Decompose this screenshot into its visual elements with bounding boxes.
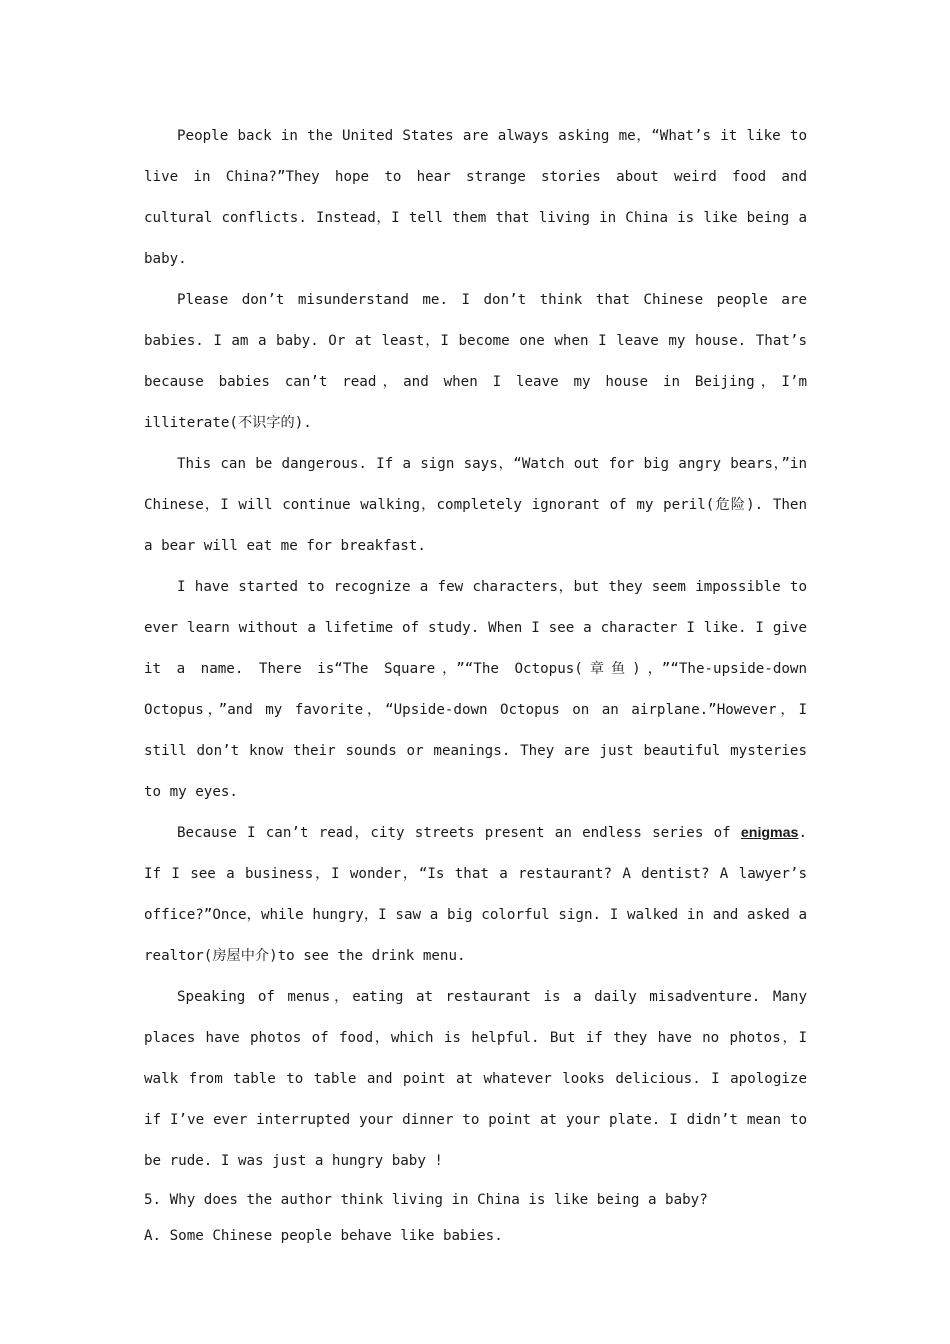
paragraph-5-start: Because I can’t read，city streets present an endless series of: [177, 825, 741, 841]
passage-paragraph-4: I have started to recognize a few characters，but they seem impossible to ever learn without a lifetime of study. When I see a character I like. I give it a name. There is“The Square，”“The Octopus(章鱼)，”“The-upside-down Octopus，”and my favorite，“Upside-down Octopus on an airplane.”However，I still don’t know their sounds or meanings. They are just beautiful mysteries to my eyes.: [144, 579, 807, 800]
question-option-a: A. Some Chinese people behave like babies.: [144, 1228, 503, 1244]
passage-paragraph-1: People back in the United States are always asking me，“What’s it like to live in China?”They hope to hear strange stories about weird food and cultural conflicts. Instead，I tell them that living in China is like being a baby.: [144, 128, 807, 267]
passage-paragraph-5: [144, 813, 807, 977]
paragraph-5-end: . If I see a business，I wonder，“Is that a restaurant? A dentist? A lawyer’s office?”Once，while hungry，I saw a big colorful sign. I walked in and asked a realtor(房屋中介)to see the drink menu.: [144, 825, 807, 964]
question-stem: 5. Why does the author think living in China is like being a baby?: [144, 1192, 708, 1208]
passage-paragraph-3: This can be dangerous. If a sign says，“Watch out for big angry bears，”in Chinese，I will continue walking，completely ignorant of my peril(危险). Then a bear will eat me for breakfast.: [144, 456, 807, 554]
passage-paragraph-2: Please don’t misunderstand me. I don’t think that Chinese people are babies. I am a baby. Or at least，I become one when I leave my house. That’s because babies can’t read，and when I leave my house in Beijing，I’m illiterate(不识字的).: [144, 292, 807, 431]
keyword-enigmas: enigmas: [740, 825, 799, 841]
document-page: [144, 116, 807, 1254]
passage-paragraph-6: Speaking of menus，eating at restaurant is a daily misadventure. Many places have photos of food，which is helpful. But if they have no photos，I walk from table to table and point at whatever looks delicious. I apologize if I’ve ever interrupted your dinner to point at your plate. I didn’t mean to be rude. I was just a hungry baby !: [144, 989, 807, 1169]
